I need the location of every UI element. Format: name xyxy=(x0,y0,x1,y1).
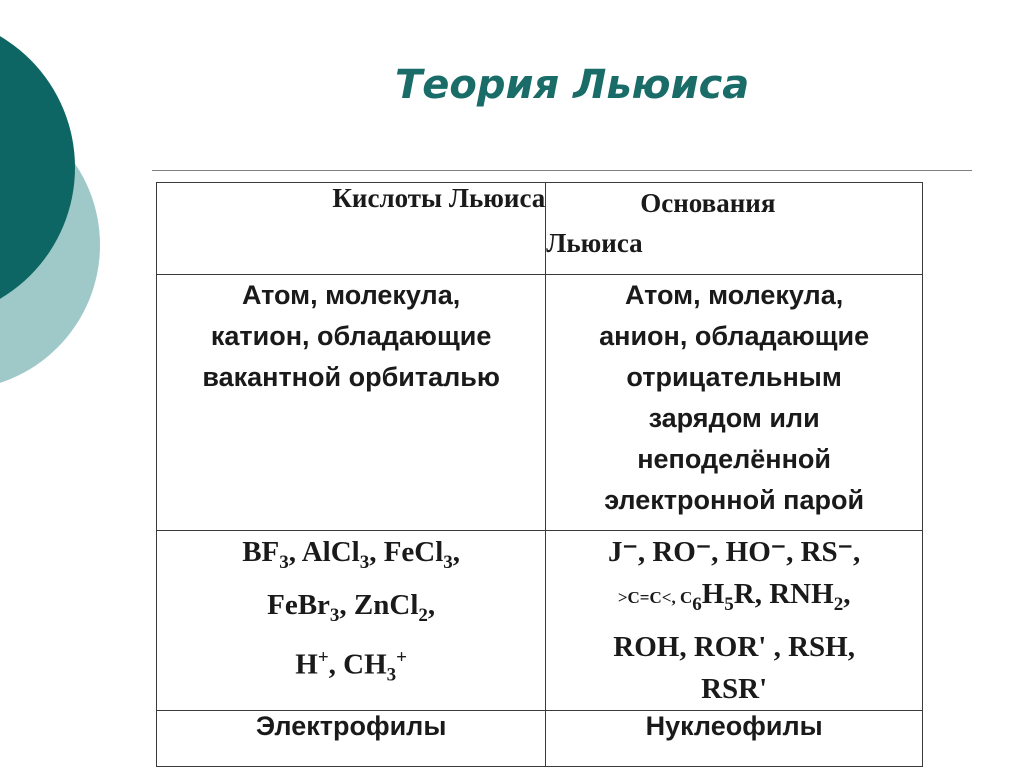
separator: , xyxy=(328,648,344,681)
header-acids-label: Кислоты Льюиса xyxy=(332,183,546,213)
definition-line: электронной парой xyxy=(604,485,865,515)
separator: , xyxy=(339,588,354,621)
superscript: + xyxy=(396,646,407,668)
definition-line: неподелённой xyxy=(637,444,832,474)
term-acids xyxy=(157,710,546,766)
term-electrophiles: Электрофилы xyxy=(255,710,447,741)
definition-line: отрицательным xyxy=(626,362,842,392)
header-acids xyxy=(157,183,546,275)
formula-fecl3: FeCl xyxy=(383,536,444,568)
definition-line: вакантной орбиталью xyxy=(202,362,500,392)
formula-bf3: BF xyxy=(242,536,280,568)
separator: , xyxy=(843,578,851,610)
term-bases xyxy=(546,710,923,766)
definition-line: зарядом или xyxy=(648,403,820,433)
definition-line: анион, обладающие xyxy=(599,321,870,351)
formula-c6h5r: H xyxy=(701,578,725,610)
subscript: 6 xyxy=(692,593,702,615)
examples-line: RSR' xyxy=(701,672,768,705)
formula-ch3-plus: CH xyxy=(343,648,387,681)
definition-line: Атом, молекула, xyxy=(242,280,461,310)
table-row-examples xyxy=(157,531,923,711)
examples-line: ROH, ROR' , RSH, xyxy=(613,630,855,663)
definition-acids xyxy=(157,275,546,531)
formula-alcl3: AlCl xyxy=(301,536,360,568)
separator: , xyxy=(427,588,436,621)
examples-line xyxy=(157,584,545,637)
formula-h-plus: H xyxy=(295,648,318,681)
examples-acids xyxy=(157,531,546,711)
slide-title: Теория Льюиса xyxy=(395,62,750,108)
title-divider xyxy=(152,170,972,171)
table-row-header xyxy=(157,183,923,275)
table-row-terms xyxy=(157,710,923,766)
formula-rnh2: R, RNH xyxy=(733,578,834,610)
table-row-definitions xyxy=(157,275,923,531)
header-bases-line2: Льюиса xyxy=(546,228,643,258)
definition-line: катион, обладающие xyxy=(210,321,492,351)
examples-line xyxy=(157,637,545,696)
examples-line xyxy=(546,573,922,626)
examples-bases xyxy=(546,531,923,711)
subscript: 2 xyxy=(418,604,428,626)
superscript: + xyxy=(317,646,329,668)
separator: , xyxy=(452,536,461,568)
definition-bases xyxy=(546,275,923,531)
formula-alkene: >C=C<, C xyxy=(617,588,693,607)
subscript: 3 xyxy=(359,551,370,573)
subscript: 3 xyxy=(386,664,397,686)
lewis-table xyxy=(156,182,923,767)
separator: , xyxy=(369,536,384,568)
formula-febr3: FeBr xyxy=(267,588,330,621)
subscript: 3 xyxy=(329,604,340,626)
subscript: 3 xyxy=(279,551,289,573)
definition-line: Атом, молекула, xyxy=(625,280,844,310)
term-nucleophiles: Нуклеофилы xyxy=(645,710,823,741)
subscript: 2 xyxy=(833,593,844,615)
examples-line xyxy=(157,531,545,584)
formula-zncl2: ZnCl xyxy=(353,588,419,621)
header-bases-line1: Основания xyxy=(640,188,776,218)
subscript: 3 xyxy=(443,551,453,573)
header-bases xyxy=(546,183,923,275)
separator: , xyxy=(288,536,302,568)
examples-line: J⁻, RO⁻, HO⁻, RS⁻, xyxy=(608,536,861,568)
subscript: 5 xyxy=(724,593,734,615)
